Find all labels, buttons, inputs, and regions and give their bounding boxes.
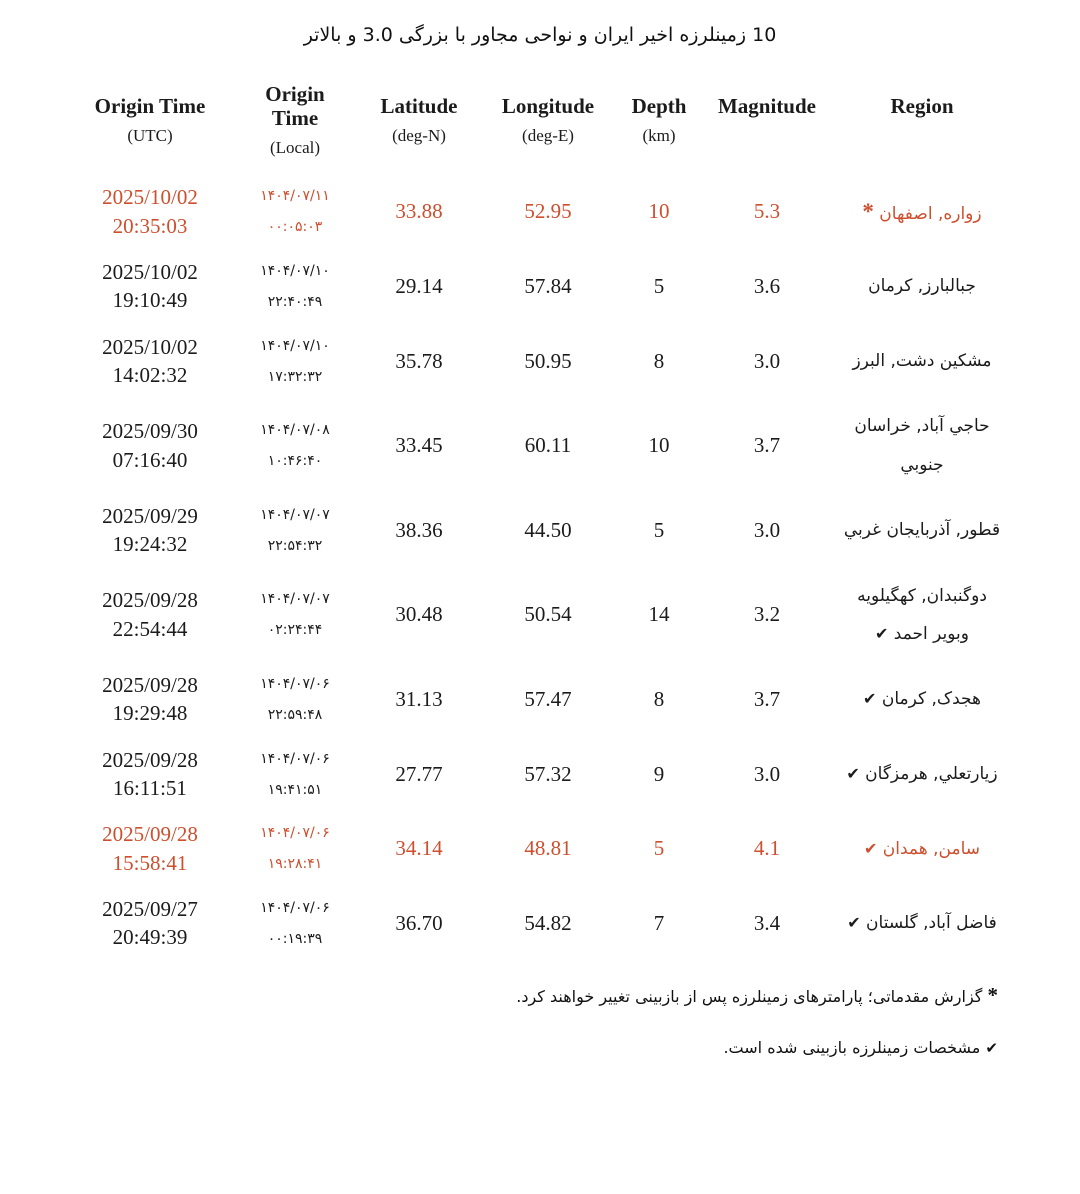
region-wrap [843,186,1001,238]
utc-date: 2025/10/02 [102,334,198,359]
cell-origin-time-utc [65,249,235,324]
checkmark-marker-icon: ✔ [985,1038,998,1057]
local-time: ۱۷:۳۲:۳۲ [267,368,323,385]
local-date: ۱۴۰۴/۰۷/۰۷ [260,506,330,523]
cell-origin-time-utc [65,811,235,886]
cell-origin-time-utc [65,493,235,568]
table-row [65,737,1015,812]
header-label: Region [890,94,954,119]
cell-depth: 10 [648,199,670,224]
cell-origin-time-local [235,737,355,812]
cell-longitude: 54.82 [524,910,572,935]
cell-region [829,398,1015,493]
utc-date: 2025/10/02 [102,185,198,210]
cell-longitude: 60.11 [524,433,572,458]
region-wrap [843,904,1001,942]
region-wrap [843,267,1001,305]
header-sublabel: (Local) [269,138,321,158]
utc-date: 2025/09/30 [102,419,198,444]
local-time: ۱۹:۴۱:۵۱ [267,781,323,798]
local-date: ۱۴۰۴/۰۷/۰۶ [260,675,330,692]
utc-date: 2025/09/28 [102,747,198,772]
cell-origin-time-local [235,398,355,493]
header-label: Origin Time [94,94,206,119]
checkmark-marker-icon: ✔ [874,623,889,643]
cell-magnitude: 5.3 [753,199,781,224]
region-wrap [843,830,1001,868]
footnote-reviewed [0,1038,998,1057]
cell-depth: 10 [648,433,670,458]
cell-latitude: 33.45 [395,433,443,458]
utc-date: 2025/09/27 [102,897,198,922]
header-label: Depth [631,94,687,119]
utc-time: 15:58:41 [112,850,188,875]
cell-origin-time-local [235,324,355,399]
cell-region [829,493,1015,568]
cell-latitude: 36.70 [395,910,443,935]
local-time: ۱۰:۴۶:۴۰ [267,453,323,470]
cell-origin-time-utc [65,398,235,493]
local-date: ۱۴۰۴/۰۷/۰۸ [260,422,330,439]
cell-magnitude: 3.2 [753,602,781,627]
header-sublabel: (deg-E) [522,126,574,146]
cell-depth: 8 [653,348,665,373]
cell-magnitude: 3.7 [753,686,781,711]
cell-origin-time-local [235,662,355,737]
local-time: ۲۲:۵۹:۴۸ [267,706,323,723]
region-name: جبالبارز, کرمان [868,276,976,297]
checkmark-marker-icon: ✔ [847,913,861,933]
cell-origin-time-utc [65,737,235,812]
local-time: ۰۰:۰۵:۰۳ [267,219,323,236]
utc-time: 14:02:32 [112,363,188,387]
region-name: سامن, همدان [882,838,980,859]
page-title: 10 زمینلرزه اخیر ایران و نواحی مجاور با بزرگی 3.0 و بالاتر [303,24,777,46]
utc-time: 19:10:49 [112,288,188,313]
header-sublabel: (km) [642,126,676,146]
table-row [65,568,1015,663]
cell-region [829,737,1015,812]
utc-time: 22:54:44 [112,616,188,641]
utc-date: 2025/09/28 [102,588,198,613]
local-time: ۱۹:۲۸:۴۱ [267,856,323,873]
header-sublabel [829,126,1015,146]
region-name: هجدک, کرمان [881,689,981,710]
utc-time: 20:35:03 [112,213,188,238]
cell-origin-time-utc [65,886,235,961]
cell-longitude: 52.95 [524,199,572,224]
cell-region [829,662,1015,737]
footnote-text: مشخصات زمینلرزه بازبینی شده است. [723,1037,981,1057]
local-date: ۱۴۰۴/۰۷/۰۶ [260,750,330,767]
local-time: ۰۲:۲۴:۴۴ [267,622,323,639]
cell-origin-time-utc [65,324,235,399]
region-wrap [843,407,1001,484]
cell-magnitude: 3.0 [753,348,781,373]
cell-region [829,568,1015,663]
cell-longitude: 50.54 [524,602,572,627]
header-label: Magnitude [717,94,816,119]
col-header-magnitude [705,82,829,174]
cell-latitude: 38.36 [395,517,443,542]
cell-origin-time-utc [65,568,235,663]
cell-depth: 9 [653,761,665,786]
table-row [65,493,1015,568]
region-name: دوگنبدان, کهگیلویه وبویر احمد [857,585,987,644]
region-wrap [843,755,1001,793]
cell-depth: 5 [653,273,665,298]
cell-origin-time-utc [65,174,235,249]
asterisk-marker-icon: * [862,198,874,224]
header-sublabel [705,126,829,146]
earthquake-table [65,82,1015,961]
cell-latitude: 31.13 [395,686,443,711]
cell-magnitude: 4.1 [753,836,781,861]
cell-depth: 7 [653,910,665,935]
cell-origin-time-local [235,886,355,961]
utc-date: 2025/09/29 [102,503,198,528]
cell-magnitude: 3.0 [753,761,781,786]
table-row [65,249,1015,324]
cell-depth: 14 [648,602,670,627]
region-name: فاضل آباد, گلستان [866,913,997,934]
header-sublabel: (UTC) [127,126,173,146]
footnote-preliminary [0,983,998,1008]
header-label: Origin Time [265,82,325,131]
footnotes [0,961,1080,1117]
table-body [65,174,1015,961]
cell-latitude: 34.14 [395,836,443,861]
cell-longitude: 50.95 [524,348,572,373]
cell-longitude: 48.81 [524,836,572,861]
table-header [65,82,1015,174]
cell-magnitude: 3.0 [753,517,781,542]
local-date: ۱۴۰۴/۰۷/۱۱ [260,188,330,205]
table-row [65,324,1015,399]
local-date: ۱۴۰۴/۰۷/۰۶ [260,825,330,842]
local-date: ۱۴۰۴/۰۷/۰۷ [260,591,330,608]
cell-origin-time-local [235,811,355,886]
checkmark-marker-icon: ✔ [863,838,878,858]
cell-origin-time-local [235,493,355,568]
region-wrap [843,511,1001,549]
cell-magnitude: 3.4 [753,910,781,935]
utc-date: 2025/09/28 [102,673,198,698]
utc-time: 20:49:39 [112,925,188,950]
cell-origin-time-local [235,568,355,663]
footnote-text: گزارش مقدماتی؛ پارامترهای زمینلرزه پس از بازبینی تغییر خواهند کرد. [516,986,983,1006]
cell-depth: 5 [653,836,665,861]
cell-depth: 5 [653,517,665,542]
header-sublabel: (deg-N) [392,126,446,146]
region-name: زواره, اصفهان [879,203,982,224]
cell-latitude: 29.14 [395,273,443,298]
region-name: مشکین دشت, البرز [852,350,992,371]
cell-magnitude: 3.6 [753,273,781,298]
cell-origin-time-local [235,174,355,249]
cell-region [829,174,1015,249]
local-date: ۱۴۰۴/۰۷/۰۶ [260,899,330,916]
utc-time: 19:29:48 [112,701,188,726]
checkmark-marker-icon: ✔ [846,763,860,783]
utc-date: 2025/09/28 [102,822,198,847]
region-name: زیارتعلي, هرمزگان [865,763,998,784]
cell-longitude: 57.84 [524,273,572,298]
cell-region [829,811,1015,886]
cell-depth: 8 [653,686,665,711]
utc-time: 16:11:51 [113,776,187,801]
col-header-origin-time-utc [65,82,235,174]
cell-latitude: 33.88 [395,199,443,224]
local-time: ۰۰:۱۹:۳۹ [267,930,323,947]
cell-region [829,249,1015,324]
local-date: ۱۴۰۴/۰۷/۱۰ [260,262,330,279]
cell-longitude: 57.47 [524,686,572,711]
table-row [65,398,1015,493]
cell-longitude: 44.50 [524,517,572,542]
cell-longitude: 57.32 [524,761,572,786]
cell-origin-time-local [235,249,355,324]
col-header-latitude [355,82,483,174]
cell-latitude: 35.78 [395,348,443,373]
table-row [65,811,1015,886]
cell-origin-time-utc [65,662,235,737]
cell-latitude: 27.77 [395,761,443,786]
cell-region [829,324,1015,399]
region-wrap [843,342,1001,380]
utc-time: 19:24:32 [112,532,188,557]
local-time: ۲۲:۴۰:۴۹ [267,293,323,310]
local-time: ۲۲:۵۴:۳۲ [267,537,323,554]
cell-magnitude: 3.7 [753,433,781,458]
region-wrap [843,680,1001,718]
cell-latitude: 30.48 [395,602,443,627]
cell-region [829,886,1015,961]
header-label: Latitude [380,94,458,119]
asterisk-marker-icon: * [987,982,998,1007]
checkmark-marker-icon: ✔ [863,689,877,709]
table-row [65,886,1015,961]
table-row [65,662,1015,737]
col-header-origin-time-local [235,82,355,174]
col-header-depth [613,82,705,174]
utc-time: 07:16:40 [112,447,188,472]
region-name: حاجي آباد, خراسان جنوبي [854,416,990,475]
region-wrap [843,577,1001,654]
region-name: قطور, آذربايجان غربي [843,520,1001,541]
local-date: ۱۴۰۴/۰۷/۱۰ [260,337,330,354]
col-header-region [829,82,1015,174]
header-label: Longitude [501,94,595,119]
col-header-longitude [483,82,613,174]
utc-date: 2025/10/02 [102,259,198,284]
table-row [65,174,1015,249]
